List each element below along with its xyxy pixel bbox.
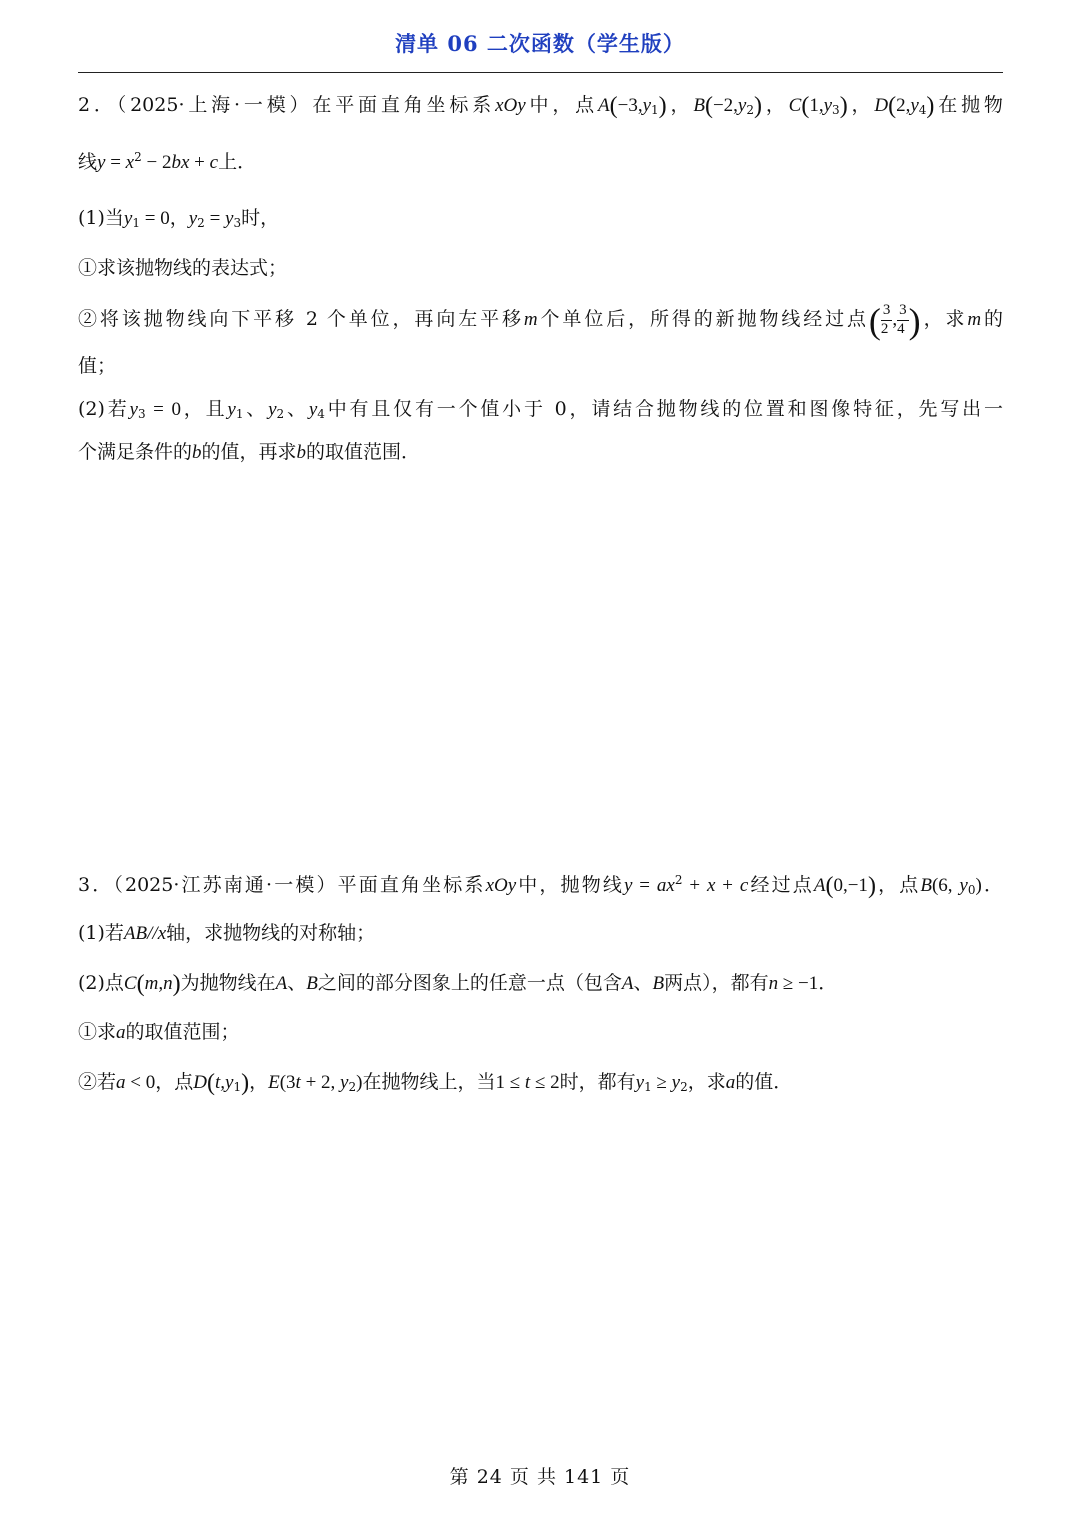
q2-line-5: ②将该抛物线向下平移 2 个单位，再向左平移m个单位后，所得的新抛物线经过点( $\frac{3}{2}$ , $\frac{3}{4}$ )，求m的 bbox=[78, 301, 1003, 341]
page-header-title: 清单 06 二次函数（学生版） bbox=[395, 31, 685, 56]
fraction-3-2: $\frac{3}{2}$ bbox=[880, 302, 891, 337]
page-footer: 第 24 页 共 141 页 bbox=[449, 1466, 631, 1488]
q3-line-4: ①求a的取值范围； bbox=[78, 1021, 240, 1043]
q2-line-2: 线$y = x^2 - 2bx + c$上． bbox=[78, 150, 257, 173]
q3-line-5: ②若a < 0，点$D(t,y_1)$，E(3t + 2, $y_2$)在抛物线上，当1 ≤ t ≤ 2时，都有$y_1 \ge y_2$，求a的值． bbox=[78, 1070, 793, 1096]
q2-line-3: (1)当$y_1 = 0$，$y_2 = y_3$时， bbox=[78, 207, 280, 230]
q3-line-2: (1)若AB//x轴，求抛物线的对称轴； bbox=[78, 922, 376, 944]
fraction-3-4: $\frac{3}{4}$ bbox=[897, 302, 907, 337]
q2-line-4: ①求该抛物线的表达式； bbox=[78, 257, 288, 279]
q3-line-1: 3．（2025·江苏南通·一模）平面直角坐标系xOy中，抛物线$y = ax^2 + x + c$经过点A(0,−1)，点B(6, $y_0$)． bbox=[78, 873, 1003, 899]
q2-line-7: (2)若$y_3 = 0$，且$y_1$、$y_2$、$y_4$中有且仅有一个值小于 0，请结合抛物线的位置和图像特征，先写出一 bbox=[78, 398, 1003, 421]
q2-line-8: 个满足条件的b的值，再求b的取值范围． bbox=[78, 441, 421, 463]
q3-line-3: (2)点C(m,n)为抛物线在A、B之间的部分图象上的任意一点（包含A、B两点），都有n ≥ −1． bbox=[78, 971, 838, 997]
header-divider bbox=[78, 72, 1003, 73]
q2-line-6: 值； bbox=[78, 355, 117, 377]
q2-line-1: 2．（2025·上海·一模）在平面直角坐标系xOy中，点$A(-3,y_1)$，$B(-2,y_2)$，$C(1,y_3)$，$D(2,y_4)$在抛物 bbox=[78, 93, 1003, 119]
